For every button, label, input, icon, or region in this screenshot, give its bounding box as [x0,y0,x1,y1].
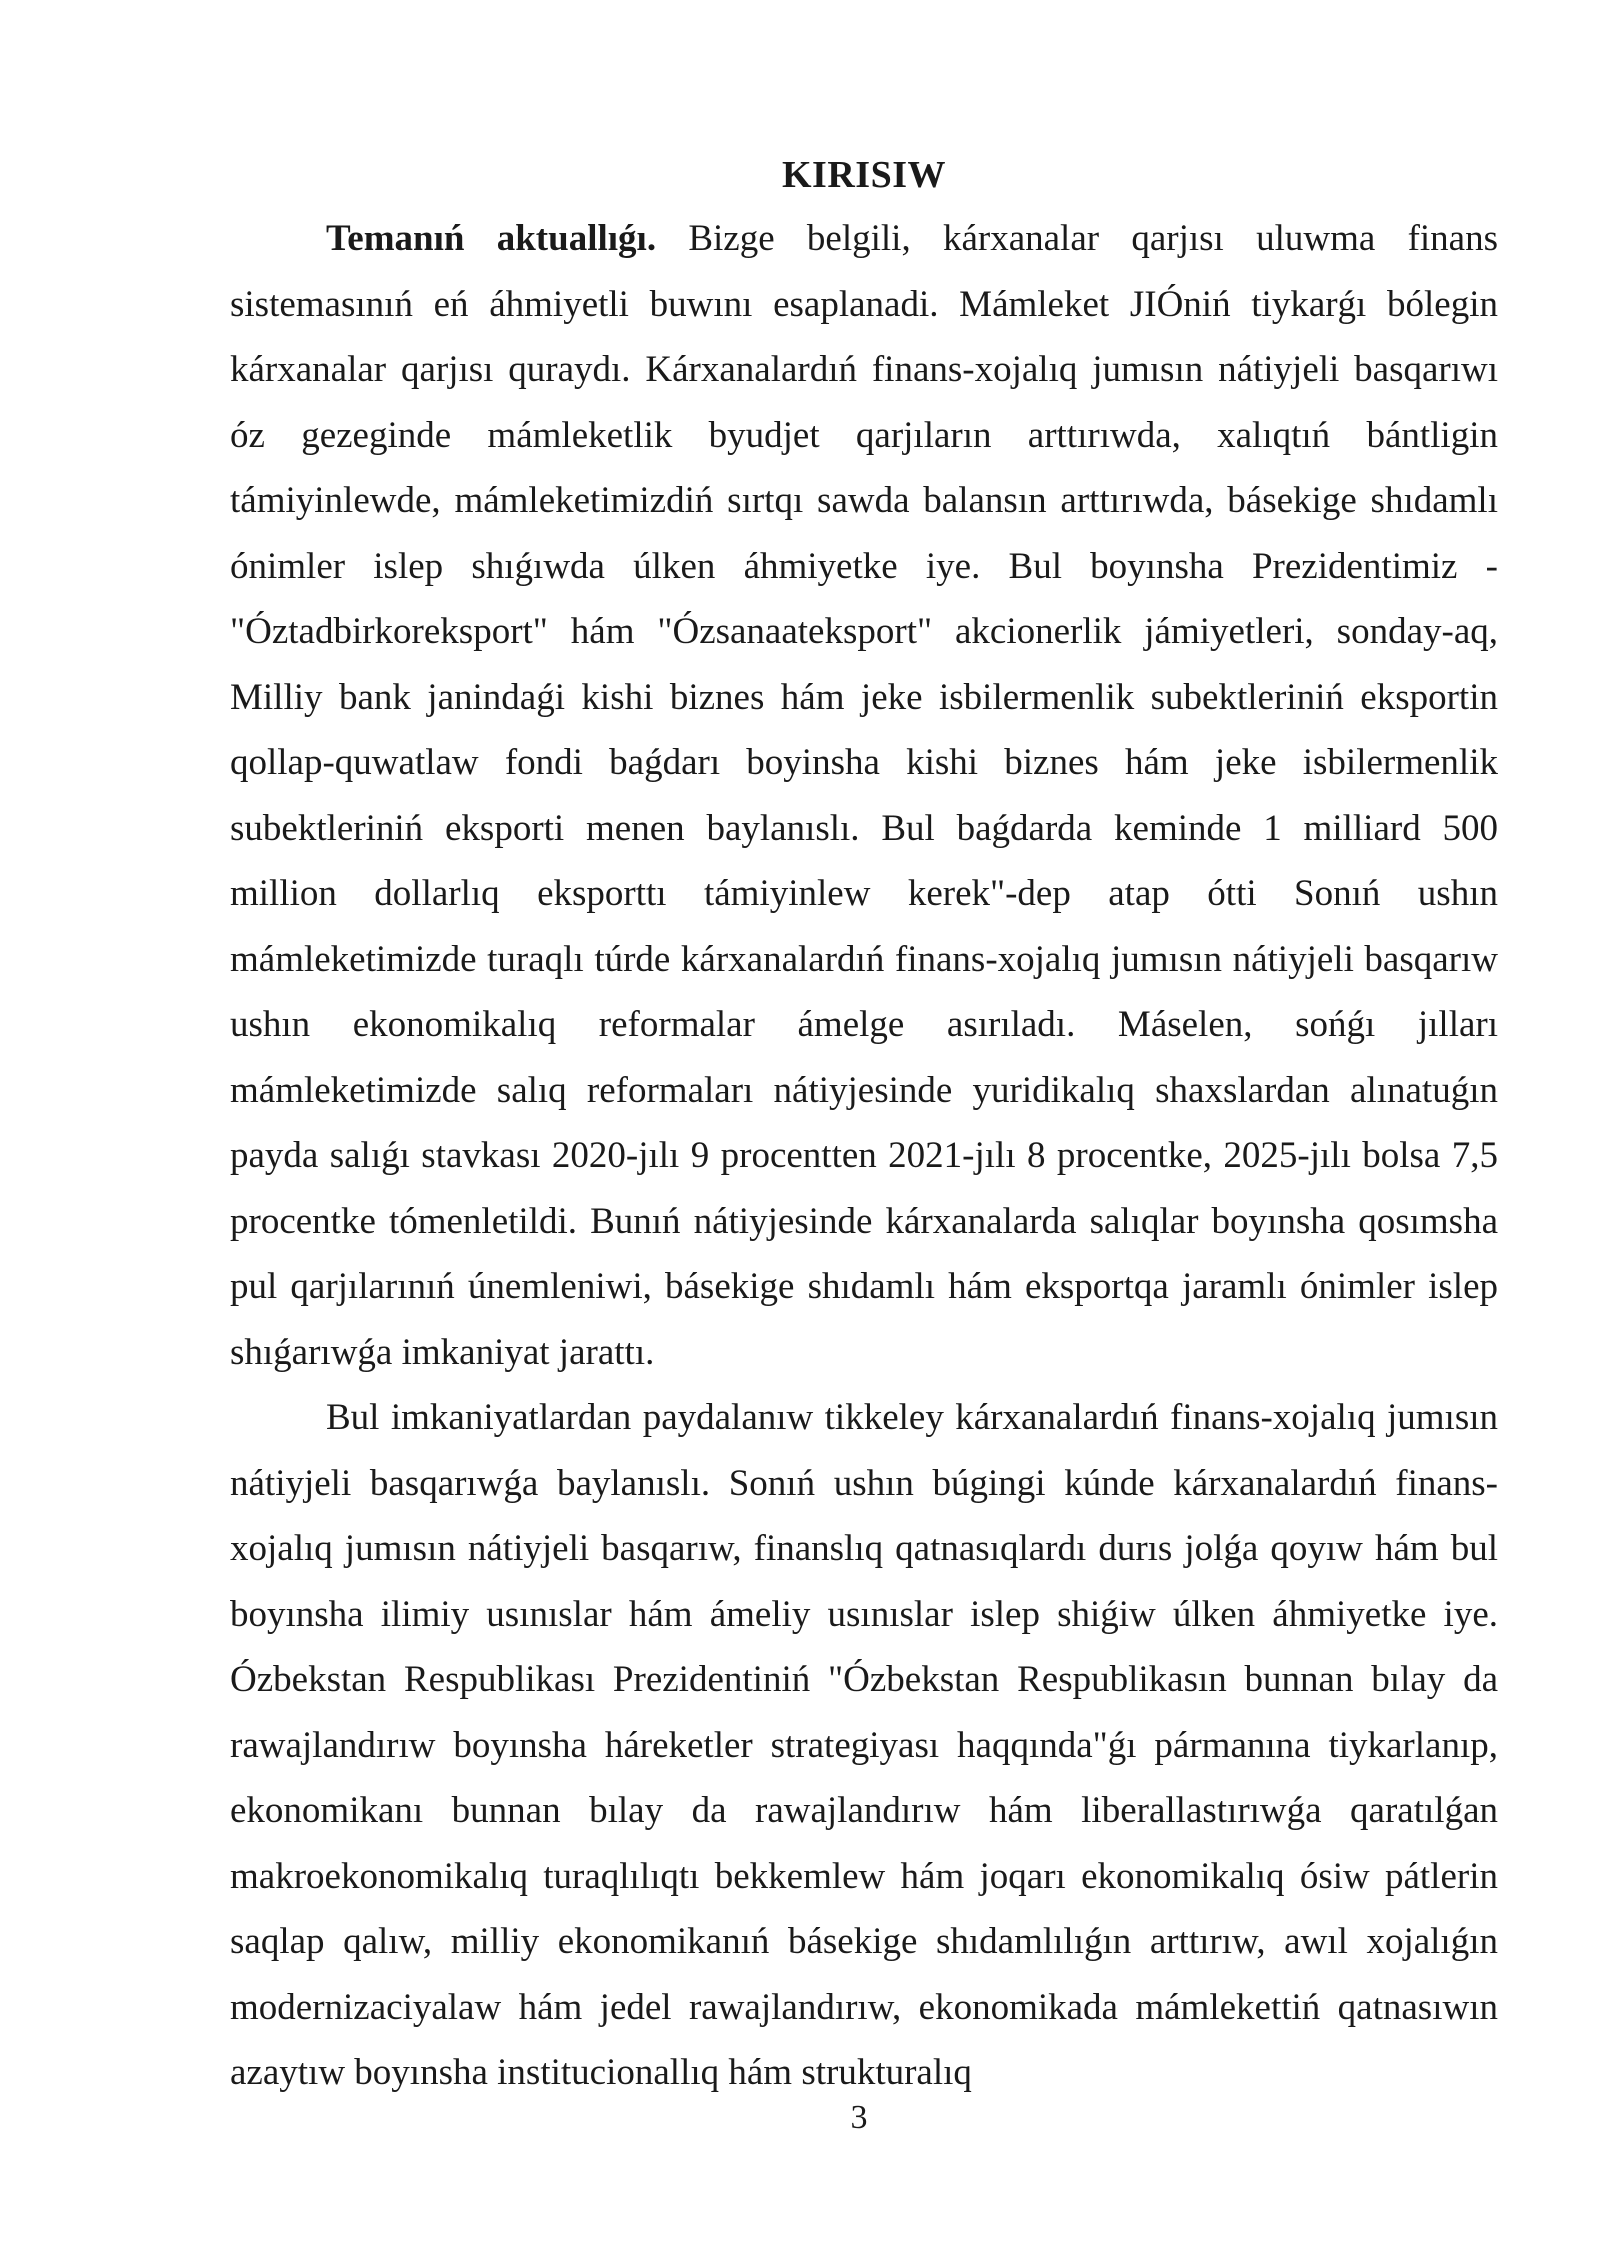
paragraph-lead: Temanıń aktuallıǵı. [326,218,657,259]
page-number: 3 [850,2099,868,2136]
paragraph-2 [230,1385,1498,2106]
document-page [230,150,1498,2106]
page-title: KIRISIW [782,154,946,196]
paragraph-text: Bizge belgili, kárxanalar qarjısı uluwma finans sistemasınıń eń áhmiyetli buwını esaplanadi. Mámleket JIÓniń tiykarǵı bólegin kárxanalar qarjısı quraydı. Kárxanalardıń finans-xojalıq jumısın nátiyjeli basqarıwı óz gezeginde mámleketlik byudjet qarjıların arttırıwda, xalıqtıń bántligin támiyinlewde, mámleketimizdiń sırtqı sawda balansın arttırıwda, básekige shıdamlı ónimler islep shıǵıwda úlken áhmiyetke iye. Bul boyınsha Prezidentimiz - "Óztadbirkoreksport" hám "Ózsanaateksport" akcionerlik jámiyetleri, sonday-aq, Milliy bank janindaǵi kishi biznes hám jeke isbilermenlik subektleriniń eksportin qollap-quwatlaw fondi baǵdarı boyinsha kishi biznes hám jeke isbilermenlik subektleriniń eksporti menen baylanıslı. Bul baǵdarda keminde 1 milliard 500 million dollarlıq eksporttı támiyinlew kerek"-dep atap ótti Sonıń ushın mámleketimizde turaqlı túrde kárxanalardıń finans-xojalıq jumısın nátiyjeli basqarıw ushın ekonomikalıq reformalar ámelge asırıladı. Máselen, sońǵı jılları mámleketimizde salıq reformaları nátiyjesinde yuridikalıq shaxslardan alınatuǵın payda salıǵı stavkası 2020-jılı 9 procentten 2021-jılı 8 procentke, 2025-jılı bolsa 7,5 procentke tómenletildi. Bunıń nátiyjesinde kárxanalarda salıqlar boyınsha qosımsha pul qarjılarınıń únemleniwi, básekige shıdamlı hám eksportqa jaramlı ónimler islep shıǵarıwǵa imkaniyat jarattı. [230,218,1498,1373]
paragraph-1 [230,206,1498,1385]
paragraph-text: Bul imkaniyatlardan paydalanıw tikkeley kárxanalardıń finans-xojalıq jumısın nátiyjeli basqarıwǵa baylanıslı. Sonıń ushın búgingi kúnde kárxanalardıń finans-xojalıq jumısın nátiyjeli basqarıw, finanslıq qatnasıqlardı durıs jolǵa qoyıw hám bul boyınsha ilimiy usınıslar hám ámeliy usınıslar islep shiǵiw úlken áhmiyetke iye. Ózbekstan Respublikası Prezidentiniń "Ózbekstan Respublikasın bunnan bılay da rawajlandırıw boyınsha háreketler strategiyası haqqında"ǵı pármanına tiykarlanıp, ekonomikanı bunnan bılay da rawajlandırıw hám liberallastırıwǵa qaratılǵan makroekonomikalıq turaqlılıqtı bekkemlew hám joqarı ekonomikalıq ósiw pátlerin saqlap qalıw, milliy ekonomikanıń básekige shıdamlılıǵın arttırıw, awıl xojalıǵın modernizaciyalaw hám jedel rawajlandırıw, ekonomikada mámlekettiń qatnasıwın azaytıw boyınsha institucionallıq hám strukturalıq [230,1397,1498,2093]
